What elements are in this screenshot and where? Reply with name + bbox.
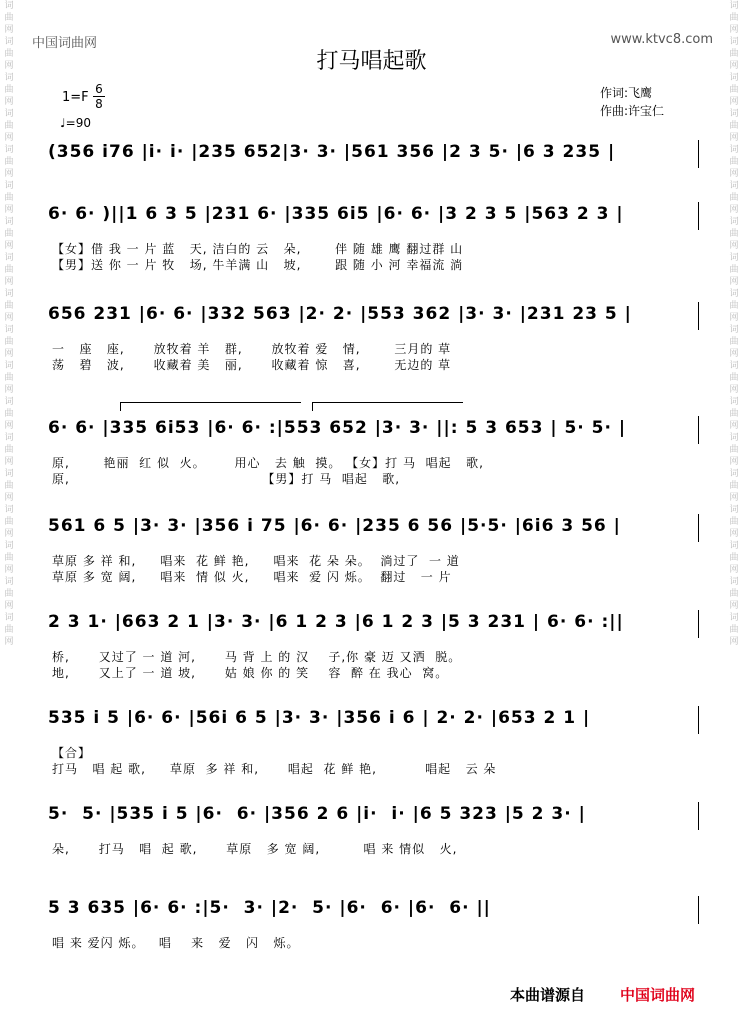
time-numerator: 6	[95, 82, 103, 96]
lyric-line: 草原 多 祥 和, 唱来 花 鲜 艳, 唱来 花 朵 朵。 淌过了 一 道	[52, 554, 460, 568]
music-row	[48, 296, 700, 332]
notation-line: 5 3 635 |6· 6· :|5· 3· |2· 5· |6· 6· |6· 6· ||	[48, 898, 491, 918]
site-name-left: 中国词曲网	[32, 36, 98, 51]
key-signature: 1=F	[62, 90, 89, 105]
volta-bracket	[312, 402, 463, 411]
end-barline	[698, 514, 699, 542]
time-denominator: 8	[93, 96, 105, 111]
lyric-line: 荡 碧 波, 收藏着 美 丽, 收藏着 惊 喜, 无边的 草	[52, 358, 452, 372]
end-barline	[698, 302, 699, 330]
end-barline	[698, 610, 699, 638]
end-barline	[698, 202, 699, 230]
notation-line: 535 i 5 |6· 6· |56i 6 5 |3· 3· |356 i 6 | 2· 2· |653 2 1 |	[48, 708, 591, 728]
music-row	[48, 508, 700, 544]
notation-line: 2 3 1· |663 2 1 |3· 3· |6 1 2 3 |6 1 2 3 |5 3 231 | 6· 6· :||	[48, 612, 624, 632]
end-barline	[698, 416, 699, 444]
time-signature	[93, 82, 105, 111]
notation-line: 5· 5· |535 i 5 |6· 6· |356 2 6 |i· i· |6 5 323 |5 2 3· |	[48, 804, 586, 824]
music-row	[48, 134, 700, 170]
lyric-line: 草原 多 宽 阔, 唱来 情 似 火, 唱来 爱 闪 烁。 翻过 一 片	[52, 570, 452, 584]
volta-bracket	[120, 402, 301, 411]
lyric-line: 唱 来 爱闪 烁。 唱 来 爱 闪 烁。	[52, 936, 300, 950]
notation-line: 656 231 |6· 6· |332 563 |2· 2· |553 362 |3· 3· |231 23 5 |	[48, 304, 632, 324]
source-site: 中国词曲网	[620, 986, 696, 1004]
lyric-line: 一 座 座, 放牧着 羊 群, 放牧着 爱 情, 三月的 草	[52, 342, 452, 356]
lyricist: 作词:飞鹰	[600, 86, 653, 100]
end-barline	[698, 706, 699, 734]
end-barline	[698, 802, 699, 830]
lyric-line: 【男】送 你 一 片 牧 场, 牛羊满 山 坡, 跟 随 小 河 幸福流 淌	[52, 258, 464, 272]
lyric-line: 桥, 又过了 一 道 河, 马 背 上 的 汉 子,你 豪 迈 又洒 脱。	[52, 650, 462, 664]
lyric-line: 【合】	[52, 746, 92, 760]
composer: 作曲:许宝仁	[600, 104, 665, 118]
lyric-line: 朵, 打马 唱 起 歌, 草原 多 宽 阔, 唱 来 情似 火,	[52, 842, 458, 856]
notation-line: (356 i76 |i· i· |235 652|3· 3· |561 356 |2 3 5· |6 3 235 |	[48, 142, 616, 162]
notation-line: 6· 6· )||1 6 3 5 |231 6· |335 6i5 |6· 6· |3 2 3 5 |563 2 3 |	[48, 204, 624, 224]
lyric-line: 原, 艳丽 红 似 火。 用心 去 触 摸。 【女】打 马 唱起 歌,	[52, 456, 484, 470]
lyric-line: 打马 唱 起 歌, 草原 多 祥 和, 唱起 花 鲜 艳, 唱起 云 朵	[52, 762, 497, 776]
music-row	[48, 890, 700, 926]
music-row	[48, 796, 700, 832]
tempo-mark: ♩=90	[60, 116, 91, 130]
site-url-right: www.ktvc8.com	[610, 32, 713, 47]
music-row	[48, 604, 700, 640]
lyric-line: 【女】借 我 一 片 蓝 天, 洁白的 云 朵, 伴 随 雄 鹰 翻过群 山	[52, 242, 464, 256]
right-watermark: 词曲网 词曲网 词曲网 词曲网 词曲网 词曲网 词曲网 词曲网 词曲网 词曲网 词曲网 词曲网 词曲网 词曲网 词曲网 词曲网 词曲网 词曲网	[729, 1, 739, 647]
source-label: 本曲谱源自	[510, 986, 586, 1004]
notation-line: 6· 6· |335 6i53 |6· 6· :|553 652 |3· 3· ||: 5 3 653 | 5· 5· |	[48, 418, 627, 438]
music-row	[48, 410, 700, 446]
page-title: 打马唱起歌	[316, 49, 427, 74]
music-row	[48, 700, 700, 736]
music-row	[48, 196, 700, 232]
lyric-line: 地, 又上了 一 道 坡, 姑 娘 你 的 笑 容 醉 在 我心 窝。	[52, 666, 449, 680]
notation-line: 561 6 5 |3· 3· |356 i 75 |6· 6· |235 6 56 |5·5· |6i6 3 56 |	[48, 516, 621, 536]
end-barline	[698, 140, 699, 168]
end-barline	[698, 896, 699, 924]
lyric-line: 原, 【男】打 马 唱起 歌,	[52, 472, 401, 486]
left-watermark: 词曲网 词曲网 词曲网 词曲网 词曲网 词曲网 词曲网 词曲网 词曲网 词曲网 词曲网 词曲网 词曲网 词曲网 词曲网 词曲网 词曲网 词曲网	[4, 1, 14, 647]
